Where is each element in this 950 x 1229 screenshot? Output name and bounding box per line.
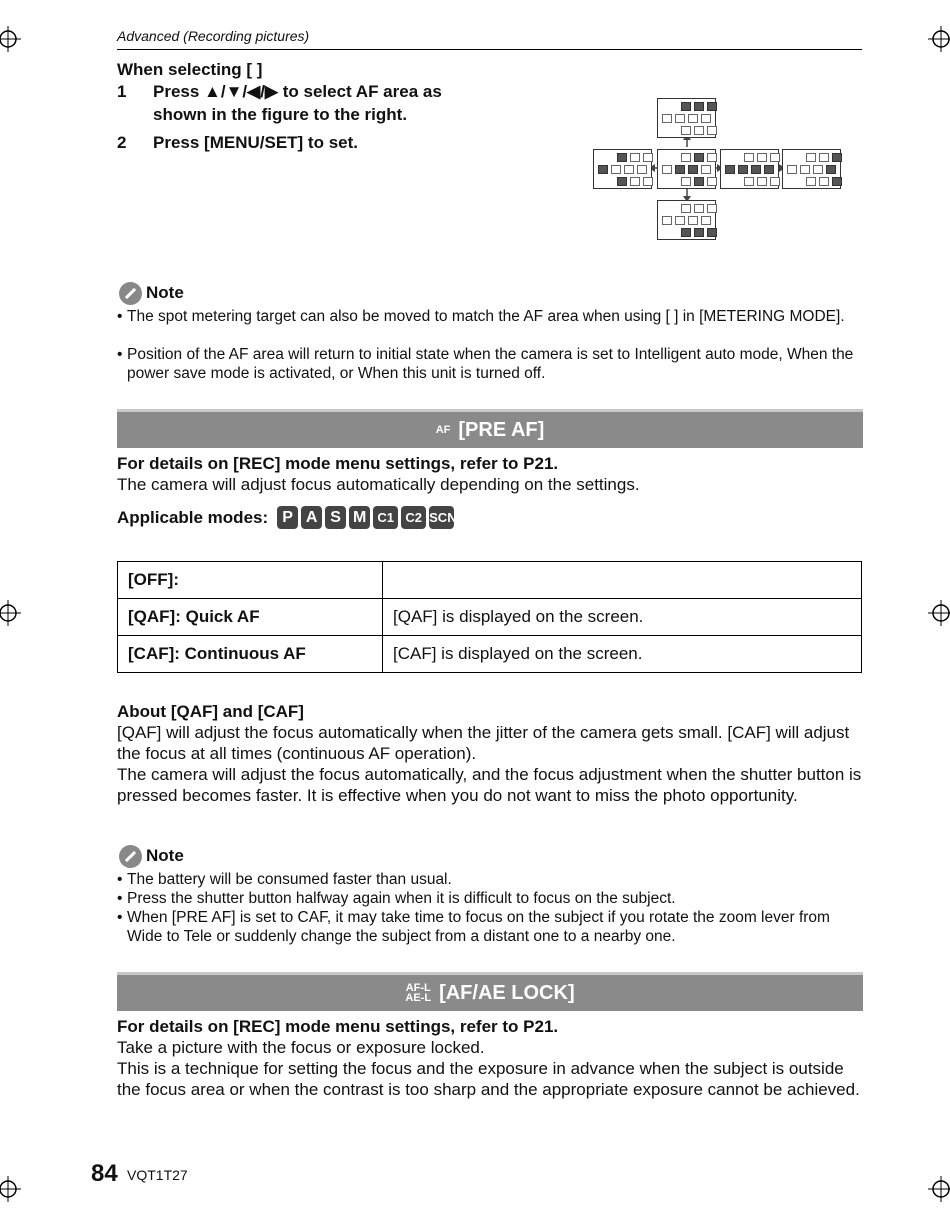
af-area-cell bbox=[832, 153, 842, 162]
running-header: Advanced (Recording pictures) bbox=[117, 28, 310, 44]
af-area-cell bbox=[707, 102, 717, 111]
af-area-cell bbox=[637, 165, 647, 174]
af-area-cell bbox=[787, 165, 797, 174]
af-area-cell bbox=[694, 153, 704, 162]
note-bullet bbox=[117, 889, 862, 908]
setting-name: [QAF]: Quick AF bbox=[118, 599, 383, 636]
af-area-cell bbox=[813, 165, 823, 174]
af-area-cell bbox=[662, 216, 672, 225]
mode-a-icon: A bbox=[301, 506, 322, 529]
af-area-cell bbox=[701, 114, 711, 123]
bullet-dot: • bbox=[117, 308, 123, 325]
af-area-heading: When selecting [ ] bbox=[117, 60, 263, 79]
note-bullet bbox=[117, 870, 862, 889]
af-area-cell bbox=[681, 177, 691, 186]
menu-reference: For details on [REC] mode menu settings, refer to P21. bbox=[117, 454, 559, 473]
af-area-cell bbox=[681, 102, 691, 111]
af-area-cell bbox=[701, 165, 711, 174]
section-title: [PRE AF] bbox=[458, 418, 545, 441]
page-number: 84 bbox=[91, 1160, 118, 1187]
setting-description: [CAF] is displayed on the screen. bbox=[383, 636, 862, 673]
af-area-cell bbox=[675, 216, 685, 225]
af-area-cell bbox=[707, 228, 717, 237]
af-area-cell bbox=[662, 114, 672, 123]
af-area-cell bbox=[681, 204, 691, 213]
af-area-cell bbox=[770, 177, 780, 186]
af-area-grid-box bbox=[782, 149, 841, 189]
section-line-2: This is a technique for setting the focus and the exposure in advance when the subject is outside the focus area or when the contrast is too sharp and the appropriate exposure cannot be achieved. bbox=[117, 1059, 860, 1099]
af-area-cell bbox=[694, 228, 704, 237]
af-area-cell bbox=[630, 177, 640, 186]
af-area-cell bbox=[617, 153, 627, 162]
setting-description bbox=[383, 562, 862, 599]
af-area-cell bbox=[694, 126, 704, 135]
af-area-cell bbox=[819, 177, 829, 186]
af-area-cell bbox=[707, 126, 717, 135]
af-area-cell bbox=[707, 204, 717, 213]
note-bullet bbox=[117, 908, 862, 946]
header-rule bbox=[117, 49, 862, 50]
bullet-text: Press the shutter button halfway again when it is difficult to focus on the subject. bbox=[127, 890, 676, 907]
table-row bbox=[118, 599, 862, 636]
table-row bbox=[118, 636, 862, 673]
af-area-cell bbox=[770, 153, 780, 162]
af-area-cell bbox=[806, 177, 816, 186]
registration-mark-mid-left bbox=[0, 600, 21, 626]
af-area-cell bbox=[688, 216, 698, 225]
step-text: Press ▲/▼/◀/▶ to select AF area as shown in the figure to the right. bbox=[153, 82, 442, 124]
section-band-af-ae-lock bbox=[117, 972, 863, 1011]
af-area-figure bbox=[590, 95, 845, 245]
af-area-grid-box bbox=[593, 149, 652, 189]
af-area-cell bbox=[800, 165, 810, 174]
af-area-cell bbox=[694, 102, 704, 111]
setting-name: [OFF]: bbox=[118, 562, 383, 599]
icon-line-bottom: AE-L bbox=[405, 992, 432, 1004]
step-number: 1 bbox=[117, 82, 127, 101]
setting-description: [QAF] is displayed on the screen. bbox=[383, 599, 862, 636]
af-area-cell bbox=[624, 165, 634, 174]
af-area-cell bbox=[764, 165, 774, 174]
af-area-cell bbox=[751, 165, 761, 174]
step-number: 2 bbox=[117, 133, 127, 152]
af-area-cell bbox=[744, 177, 754, 186]
af-area-cell bbox=[707, 153, 717, 162]
af-area-cell bbox=[757, 153, 767, 162]
applicable-modes bbox=[117, 506, 457, 529]
mode-c2-icon: C2 bbox=[401, 506, 426, 529]
af-area-cell bbox=[701, 216, 711, 225]
bullet-text: When [PRE AF] is set to CAF, it may take time to focus on the subject if you rotate the zoom lever from Wide to Tele or suddenly change the subject from a distant one to a nearby one. bbox=[127, 909, 830, 945]
bullet-dot: • bbox=[117, 909, 123, 926]
af-area-cell bbox=[757, 177, 767, 186]
table-row bbox=[118, 562, 862, 599]
bullet-dot: • bbox=[117, 890, 123, 907]
note-title: Note bbox=[146, 282, 184, 302]
section-band-pre-af bbox=[117, 409, 863, 448]
af-area-cell bbox=[806, 153, 816, 162]
mode-p-icon: P bbox=[277, 506, 298, 529]
pre-af-icon: AF bbox=[435, 424, 451, 436]
modes-label: Applicable modes: bbox=[117, 507, 269, 527]
step-1 bbox=[117, 80, 497, 126]
af-area-cell bbox=[611, 165, 621, 174]
mode-s-icon: S bbox=[325, 506, 346, 529]
af-area-cell bbox=[681, 228, 691, 237]
section-title: [AF/AE LOCK] bbox=[439, 981, 575, 1004]
registration-mark-bottom-left bbox=[0, 1176, 21, 1202]
af-area-cell bbox=[681, 153, 691, 162]
af-area-cell bbox=[681, 126, 691, 135]
note-bullet bbox=[117, 307, 862, 345]
pre-af-settings-table bbox=[117, 561, 862, 673]
af-area-cell bbox=[725, 165, 735, 174]
about-text: [QAF] will adjust the focus automatically when the jitter of the camera gets small. [CAF] will adjust the focus at all times (continuous AF operation). bbox=[117, 723, 850, 763]
about-heading: About [QAF] and [CAF] bbox=[117, 702, 304, 721]
note-bullet bbox=[117, 345, 862, 383]
document-code: VQT1T27 bbox=[127, 1167, 188, 1183]
about-text-2: The camera will adjust the focus automatically, and the focus adjustment when the shutter button is pressed becomes faster. It is effective when you do not want to miss the photo opportunity. bbox=[117, 765, 862, 805]
bullet-text: The spot metering target can also be moved to match the AF area when using [ ] in [METERING MODE]. bbox=[127, 308, 845, 325]
af-ae-lock-icon bbox=[405, 983, 431, 1003]
af-area-cell bbox=[707, 177, 717, 186]
af-area-cell bbox=[675, 114, 685, 123]
bullet-dot: • bbox=[117, 871, 123, 888]
note-title: Note bbox=[146, 845, 184, 865]
bullet-text: Position of the AF area will return to initial state when the camera is set to Intelligent auto mode, When the power save mode is activated, or When this unit is turned off. bbox=[127, 346, 854, 382]
menu-reference: For details on [REC] mode menu settings, refer to P21. bbox=[117, 1017, 559, 1036]
af-area-cell bbox=[688, 114, 698, 123]
af-area-grid-box bbox=[720, 149, 779, 189]
af-area-cell bbox=[738, 165, 748, 174]
step-text: Press [MENU/SET] to set. bbox=[153, 133, 358, 152]
af-area-cell bbox=[744, 153, 754, 162]
section-description: The camera will adjust focus automatically depending on the settings. bbox=[117, 475, 640, 494]
registration-mark-mid-right bbox=[928, 600, 950, 626]
bullet-text: The battery will be consumed faster than usual. bbox=[127, 871, 452, 888]
mode-c1-icon: C1 bbox=[373, 506, 398, 529]
af-area-cell bbox=[832, 177, 842, 186]
af-area-cell bbox=[643, 153, 653, 162]
af-area-cell bbox=[688, 165, 698, 174]
icon-line-top: AF-L bbox=[405, 982, 431, 994]
registration-mark-top-left bbox=[0, 26, 21, 52]
af-area-cell bbox=[598, 165, 608, 174]
section-line-1: Take a picture with the focus or exposure locked. bbox=[117, 1038, 485, 1057]
af-area-cell bbox=[662, 165, 672, 174]
mode-m-icon: M bbox=[349, 506, 370, 529]
registration-mark-top-right bbox=[928, 26, 950, 52]
af-area-grid-box bbox=[657, 149, 716, 189]
note-pencil-icon bbox=[119, 845, 142, 868]
af-area-cell bbox=[694, 177, 704, 186]
note-heading bbox=[119, 845, 184, 868]
af-area-cell bbox=[617, 177, 627, 186]
note-heading bbox=[119, 282, 184, 305]
af-area-cell bbox=[643, 177, 653, 186]
af-area-grid-box bbox=[657, 200, 716, 240]
setting-name: [CAF]: Continuous AF bbox=[118, 636, 383, 673]
af-area-cell bbox=[694, 204, 704, 213]
af-area-grid-box bbox=[657, 98, 716, 138]
mode-scn-icon: SCN bbox=[429, 506, 454, 529]
af-area-cell bbox=[630, 153, 640, 162]
bullet-dot: • bbox=[117, 346, 123, 363]
note-pencil-icon bbox=[119, 282, 142, 305]
registration-mark-bottom-right bbox=[928, 1176, 950, 1202]
af-area-cell bbox=[826, 165, 836, 174]
af-area-cell bbox=[675, 165, 685, 174]
step-2 bbox=[117, 131, 497, 154]
af-area-cell bbox=[819, 153, 829, 162]
